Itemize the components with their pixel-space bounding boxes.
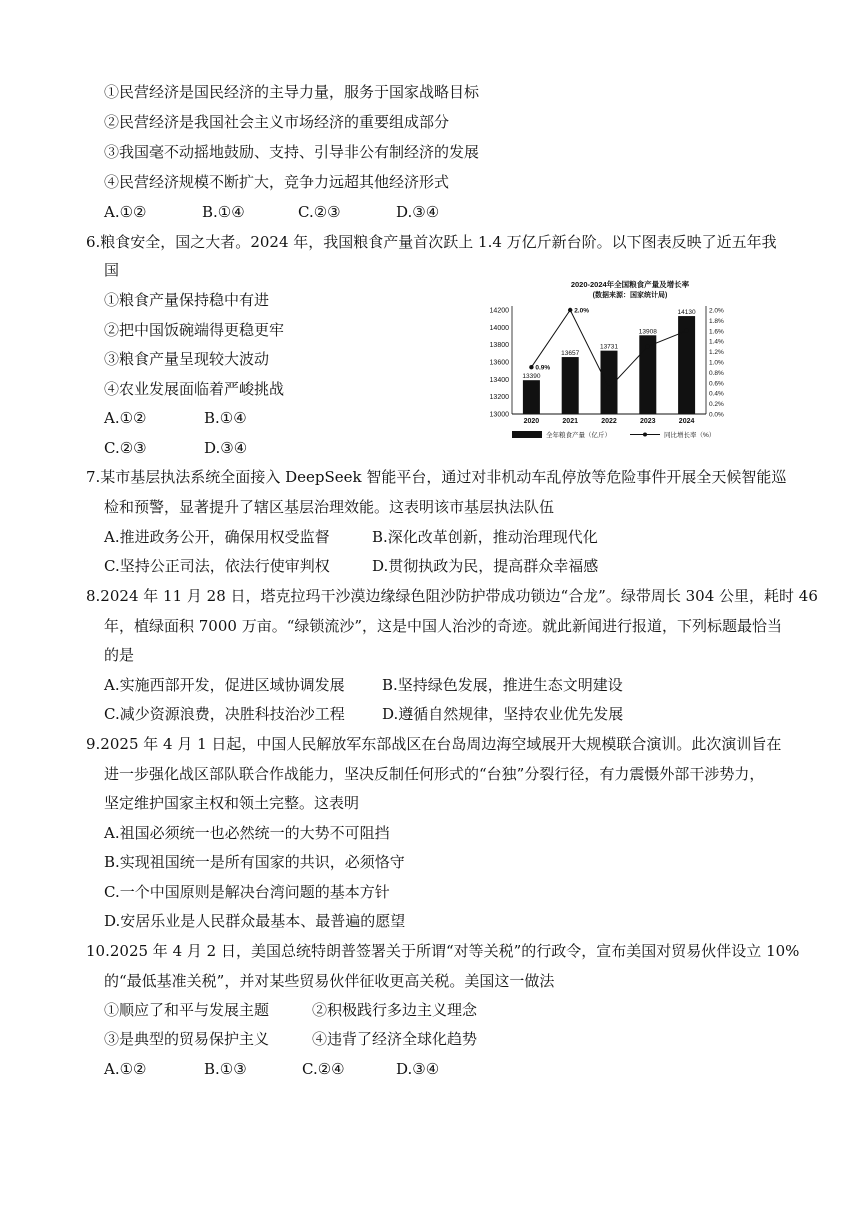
chart-svg bbox=[478, 278, 778, 448]
bar-value-label: 13657 bbox=[561, 350, 580, 358]
legend-bar-swatch bbox=[512, 431, 542, 438]
bar-2020 bbox=[523, 380, 540, 414]
x-tick-label: 2022 bbox=[601, 418, 617, 425]
choice-b: B.深化改革创新，推动治理现代化 bbox=[372, 528, 598, 546]
q10-option: ②积极践行多边主义理念 bbox=[312, 1001, 478, 1019]
choice-d: D.安居乐业是人民群众最基本、最普遍的愿望 bbox=[104, 912, 406, 930]
q6-option: ③粮食产量呈现较大波动 bbox=[104, 350, 270, 368]
choice-d: D.贯彻执政为民，提高群众幸福感 bbox=[372, 557, 599, 575]
growth-point-2024 bbox=[684, 329, 688, 333]
growth-point-2022 bbox=[607, 386, 611, 390]
y-left-tick-label: 14000 bbox=[489, 324, 509, 332]
question-8-stem-cont: 年，植绿面积 7000 万亩。“绿锁流沙”，这是中国人治沙的奇迹。就此新闻进行报道，下列标题最恰当 bbox=[104, 617, 783, 635]
question-8-stem-cont: 的是 bbox=[104, 646, 135, 664]
x-tick-label: 2023 bbox=[640, 418, 656, 425]
y-right-tick-label: 1.4% bbox=[709, 338, 724, 346]
choice-a: A.推进政务公开，确保用权受监督 bbox=[104, 528, 330, 546]
q10-option: ④违背了经济全球化趋势 bbox=[312, 1030, 478, 1048]
legend-bar-label: 全年粮食产量（亿斤） bbox=[546, 432, 611, 439]
growth-label: 0.9% bbox=[535, 364, 551, 372]
question-9-stem-cont: 进一步强化战区部队联合作战能力，坚决反制任何形式的“台独”分裂行径，有力震慑外部干涉势力， bbox=[104, 765, 765, 783]
chart-legend bbox=[512, 430, 715, 439]
question-9-stem: 9.2025 年 4 月 1 日起，中国人民解放军东部战区在台岛周边海空域展开大规模联合演训。此次演训旨在 bbox=[86, 735, 782, 753]
y-right-tick-label: 1.2% bbox=[709, 349, 724, 357]
y-right-tick-label: 1.8% bbox=[709, 317, 724, 325]
question-8-stem: 8.2024 年 11 月 28 日，塔克拉玛干沙漠边缘绿色阻沙防护带成功锁边“合龙”。绿带周长 304 公里，耗时 46 bbox=[86, 587, 818, 605]
choice-c: C.②③ bbox=[298, 203, 341, 221]
choice-c: C.②③ bbox=[104, 439, 147, 457]
question-9-stem-cont: 坚定维护国家主权和领土完整。这表明 bbox=[104, 794, 360, 812]
choice-a: A.①② bbox=[104, 203, 147, 221]
option-line: ④民营经济规模不断扩大，竞争力远超其他经济形式 bbox=[104, 173, 450, 191]
choice-a: A.①② bbox=[104, 409, 147, 427]
y-left-tick-label: 13000 bbox=[489, 411, 509, 419]
option-line: ①民营经济是国民经济的主导力量，服务于国家战略目标 bbox=[104, 83, 480, 101]
choice-d: D.遵循自然规律，坚持农业优先发展 bbox=[382, 705, 624, 723]
y-right-tick-label: 0.2% bbox=[709, 401, 724, 409]
q6-option: ②把中国饭碗端得更稳更牢 bbox=[104, 321, 285, 339]
option-line: ②民营经济是我国社会主义市场经济的重要组成部分 bbox=[104, 113, 450, 131]
choice-d: D.③④ bbox=[396, 1060, 440, 1078]
chart-subtitle: (数据来源：国家统计局) bbox=[592, 292, 668, 299]
choice-b: B.①④ bbox=[202, 203, 245, 221]
y-left-tick-label: 13600 bbox=[489, 359, 509, 367]
question-7-stem: 7.某市基层执法系统全面接入 DeepSeek 智能平台，通过对非机动车乱停放等危险事件开展全天候智能巡 bbox=[86, 468, 787, 486]
q6-option: ④农业发展面临着严峻挑战 bbox=[104, 380, 285, 398]
question-6-stem-cont: 国 bbox=[104, 261, 120, 279]
bar-value-label: 13731 bbox=[599, 343, 619, 351]
growth-point-2020 bbox=[529, 365, 533, 369]
option-line: ③我国毫不动摇地鼓励、支持、引导非公有制经济的发展 bbox=[104, 143, 480, 161]
x-tick-label: 2021 bbox=[562, 418, 578, 425]
choice-b: B.①③ bbox=[204, 1060, 247, 1078]
chart-bars bbox=[522, 309, 696, 414]
q10-option: ①顺应了和平与发展主题 bbox=[104, 1001, 270, 1019]
choice-c: C.坚持公正司法，依法行使审判权 bbox=[104, 557, 330, 575]
choice-b: B.实现祖国统一是所有国家的共识，必须恪守 bbox=[104, 853, 405, 871]
x-tick-label: 2020 bbox=[523, 418, 540, 425]
x-tick-label: 2024 bbox=[678, 418, 695, 425]
chart-title: 2020-2024年全国粮食产量及增长率 bbox=[570, 280, 690, 289]
choice-b: B.坚持绿色发展，推进生态文明建设 bbox=[382, 676, 623, 694]
grain-output-chart bbox=[478, 278, 778, 448]
choice-c: C.减少资源浪费，决胜科技治沙工程 bbox=[104, 705, 345, 723]
y-right-tick-label: 0.0% bbox=[709, 411, 724, 419]
y-right-tick-label: 0.4% bbox=[709, 390, 724, 398]
choice-d: D.③④ bbox=[396, 203, 440, 221]
question-7-stem-cont: 检和预警，显著提升了辖区基层治理效能。这表明该市基层执法队伍 bbox=[104, 498, 555, 516]
bar-2021 bbox=[562, 357, 579, 414]
choice-b: B.①④ bbox=[204, 409, 247, 427]
q6-option: ①粮食产量保持稳中有进 bbox=[104, 291, 270, 309]
choice-c: C.一个中国原则是解决台湾问题的基本方针 bbox=[104, 883, 390, 901]
growth-point-2021 bbox=[568, 308, 572, 312]
choice-a: A.祖国必须统一也必然统一的大势不可阻挡 bbox=[104, 824, 390, 842]
y-right-tick-label: 0.6% bbox=[709, 380, 724, 388]
y-right-tick-label: 0.8% bbox=[709, 369, 724, 377]
y-right-tick-label: 1.6% bbox=[709, 328, 724, 336]
y-right-tick-label: 1.0% bbox=[709, 359, 724, 367]
choice-d: D.③④ bbox=[204, 439, 248, 457]
y-left-tick-label: 13200 bbox=[489, 394, 509, 402]
bar-value-label: 13390 bbox=[522, 373, 541, 381]
question-6-stem: 6.粮食安全，国之大者。2024 年，我国粮食产量首次跃上 1.4 万亿斤新台阶。以下图表反映了近五年我 bbox=[86, 233, 777, 251]
choice-a: A.实施西部开发，促进区域协调发展 bbox=[104, 676, 345, 694]
y-left-tick-label: 13800 bbox=[489, 342, 509, 350]
question-10-stem: 10.2025 年 4 月 2 日，美国总统特朗普签署关于所谓“对等关税”的行政令，宣布美国对贸易伙伴设立 10% bbox=[86, 942, 800, 960]
question-10-stem-cont: 的“最低基准关税”，并对某些贸易伙伴征收更高关税。美国这一做法 bbox=[104, 972, 555, 990]
bar-value-label: 14130 bbox=[677, 309, 696, 317]
y-left-tick-label: 13400 bbox=[489, 376, 509, 384]
legend-line-label: 同比增长率（%） bbox=[664, 432, 716, 439]
y-right-tick-label: 2.0% bbox=[709, 307, 724, 315]
legend-line-marker bbox=[643, 433, 647, 437]
growth-label: 2.0% bbox=[574, 307, 590, 315]
y-left-tick-label: 14200 bbox=[489, 307, 509, 315]
bar-value-label: 13908 bbox=[638, 328, 657, 336]
growth-point-2023 bbox=[646, 344, 650, 348]
choice-a: A.①② bbox=[104, 1060, 147, 1078]
choice-c: C.②④ bbox=[302, 1060, 345, 1078]
q10-option: ③是典型的贸易保护主义 bbox=[104, 1030, 270, 1048]
